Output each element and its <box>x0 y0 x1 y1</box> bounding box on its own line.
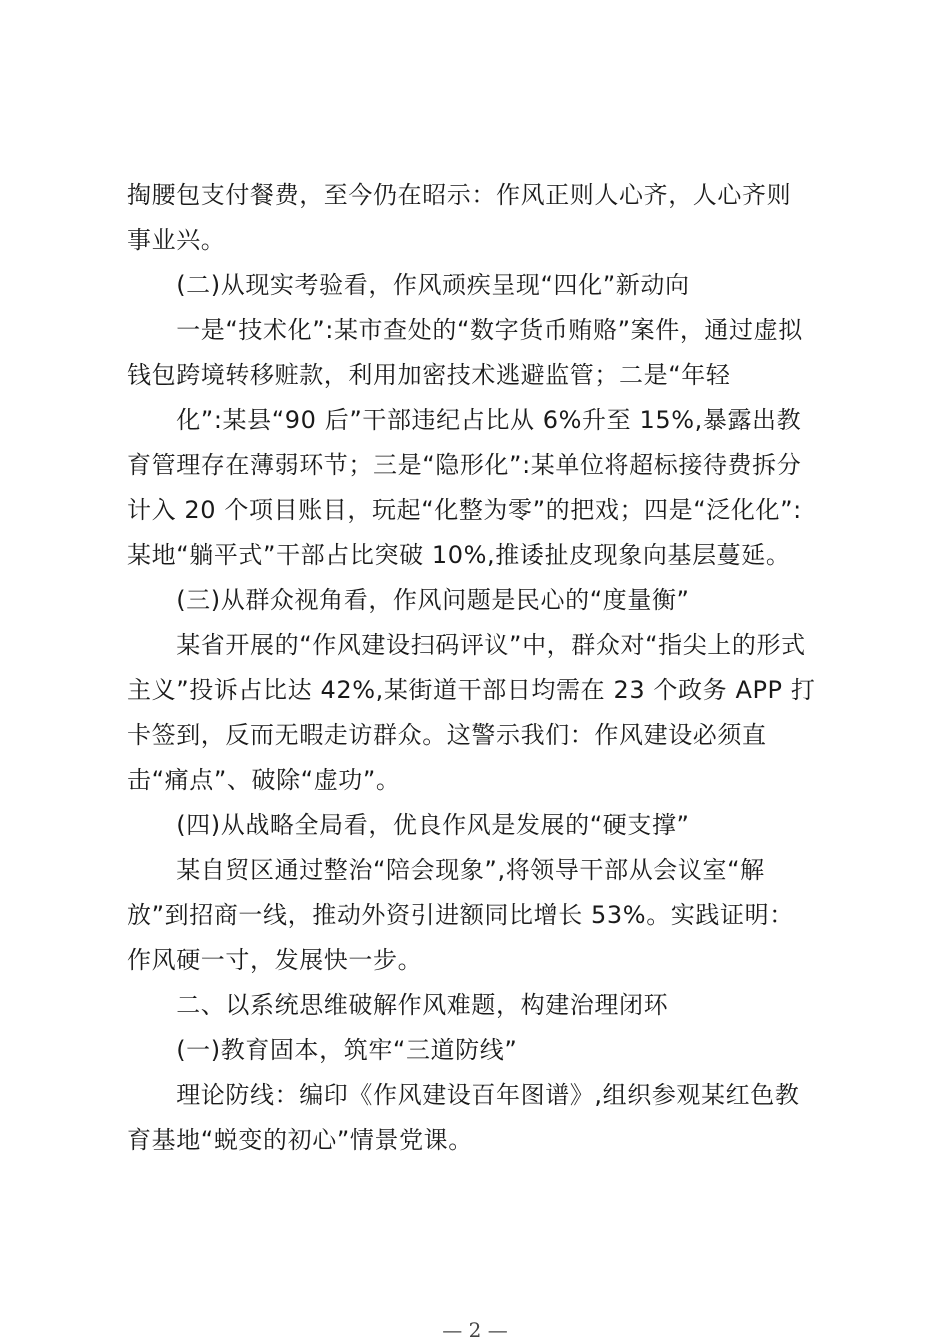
body-text-line: 卡签到，反而无暇走访群众。这警示我们：作风建设必须直 <box>127 721 767 749</box>
body-text-line: 计入 20 个项目账目，玩起“化整为零”的把戏；四是“泛化化”: <box>127 496 802 524</box>
body-text-line: 一是“技术化”:某市查处的“数字货币贿赂”案件，通过虚拟 <box>127 316 803 344</box>
body-text-line: 击“痛点”、破除“虚功”。 <box>127 766 401 794</box>
section-heading: (四)从战略全局看，优良作风是发展的“硬支撑” <box>127 811 690 839</box>
section-heading: (三)从群众视角看，作风问题是民心的“度量衡” <box>127 586 690 614</box>
body-text-line: 作风硬一寸，发展快一步。 <box>127 946 423 974</box>
body-text-line: 掏腰包支付餐费，至今仍在昭示：作风正则人心齐，人心齐则 <box>127 181 792 209</box>
body-text-line: 钱包跨境转移赃款，利用加密技术逃避监管；二是“年轻 <box>127 361 731 389</box>
section-heading: 二、以系统思维破解作风难题，构建治理闭环 <box>127 991 669 1019</box>
body-text-line: 事业兴。 <box>127 226 226 254</box>
body-text-line: 放”到招商一线，推动外资引进额同比增长 53%。实践证明： <box>127 901 794 929</box>
body-text-line: 主义”投诉占比达 42%,某街道干部日均需在 23 个政务 APP 打 <box>127 676 816 704</box>
body-text-line: 化”:某县“90 后”干部违纪占比从 6%升至 15%,暴露出教 <box>127 406 802 434</box>
section-heading: (二)从现实考验看，作风顽疾呈现“四化”新动向 <box>127 271 690 299</box>
body-text-line: 某自贸区通过整治“陪会现象”,将领导干部从会议室“解 <box>127 856 765 884</box>
body-text-line: 理论防线：编印《作风建设百年图谱》,组织参观某红色教 <box>127 1081 800 1109</box>
body-text-line: 育管理存在薄弱环节；三是“隐形化”:某单位将超标接待费拆分 <box>127 451 802 479</box>
body-text-line: 某地“躺平式”干部占比突破 10%,推诿扯皮现象向基层蔓延。 <box>127 541 791 569</box>
section-heading: (一)教育固本，筑牢“三道防线” <box>127 1036 518 1064</box>
body-text-line: 育基地“蜕变的初心”情景党课。 <box>127 1126 473 1154</box>
body-text-line: 某省开展的“作风建设扫码评议”中，群众对“指尖上的形式 <box>127 631 806 659</box>
page-number: — 2 — <box>442 1318 508 1342</box>
